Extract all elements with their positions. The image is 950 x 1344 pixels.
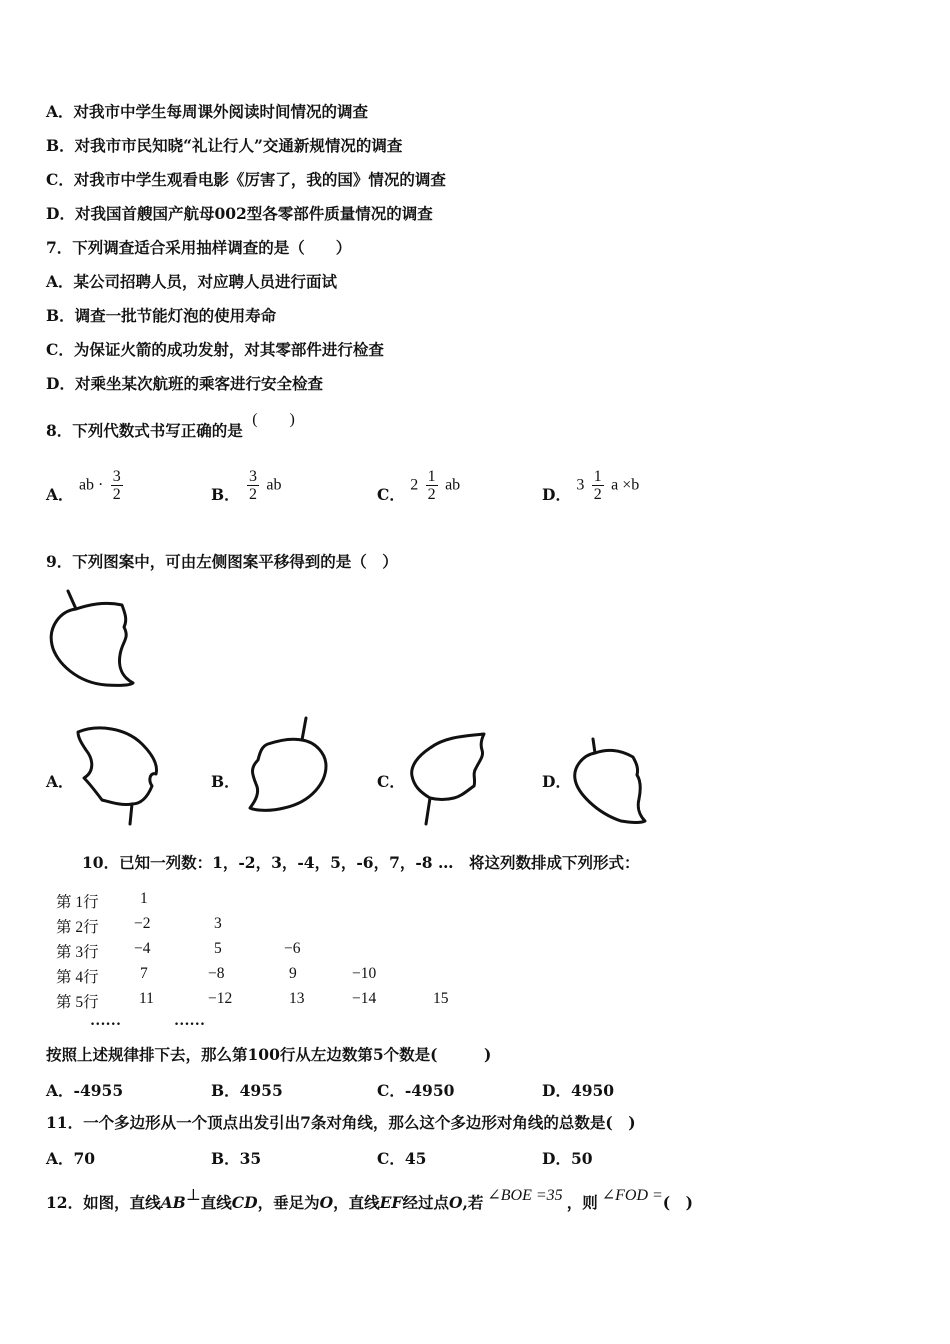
q8c-den: 2 [427, 486, 436, 503]
q9-option-b-leaf [240, 712, 340, 822]
q8c-pre: 2 [410, 476, 419, 494]
q8-option-c [377, 468, 460, 503]
table-cell: −12 [208, 990, 233, 1007]
q10-question: 按照上述规律排下去，那么第100行从左边数第5个数是( ) [46, 1045, 492, 1064]
q6-option-c: C．对我市中学生观看电影《厉害了，我的国》情况的调查 [46, 170, 446, 189]
q9-option-d-label: D． [542, 772, 571, 791]
table-cell: −2 [134, 915, 151, 932]
table-cell: −6 [284, 940, 301, 957]
q8d-post: a ×b [611, 476, 640, 494]
table-cell: −8 [208, 965, 225, 982]
q8b-den: 2 [249, 486, 258, 503]
table-cell: −14 [352, 990, 377, 1007]
q8a-num: 3 [112, 468, 121, 485]
q6-option-d: D．对我国首艘国产航母002型各零部件质量情况的调查 [46, 204, 433, 223]
q11-option-c: C．45 [377, 1149, 427, 1168]
q12-part-4: ，直线 [333, 1193, 380, 1212]
q8b-post: ab [266, 476, 282, 494]
q12-part-5: 经过点 [402, 1193, 449, 1212]
q8c-post: ab [445, 476, 461, 494]
table-cell: 7 [140, 965, 148, 982]
ellipsis-2: …… [174, 1012, 205, 1029]
q12-perp: ⊥ [185, 1187, 201, 1204]
q8a-label: A． [46, 484, 74, 504]
q8-option-b [211, 468, 282, 503]
q12-o2: O [448, 1193, 463, 1212]
q8a-den: 2 [112, 486, 121, 503]
q8-option-d [542, 468, 639, 503]
q8b-num: 3 [249, 468, 258, 485]
table-cell: 11 [139, 990, 154, 1007]
q9-option-c-leaf [400, 730, 500, 830]
q8b-label: B． [211, 484, 240, 504]
q8d-den: 2 [593, 486, 602, 503]
table-cell: −4 [134, 940, 151, 957]
q10-option-c: C．-4950 [377, 1081, 455, 1100]
q8b-fraction [247, 468, 259, 503]
q10-option-a: A．-4955 [46, 1081, 124, 1100]
q10-option-d: D．4950 [542, 1081, 615, 1100]
q12-o: O [319, 1193, 334, 1212]
q8d-num: 1 [593, 468, 602, 485]
q7-option-d: D．对乘坐某次航班的乘客进行安全检查 [46, 374, 323, 393]
q12-part-8: ( ) [662, 1193, 693, 1212]
q10-option-b: B．4955 [211, 1081, 283, 1100]
q12-part-7: ，则 [566, 1193, 598, 1212]
row-label-2: 第 2行 [56, 919, 99, 936]
q8-stem-text: 8．下列代数式书写正确的是 [46, 421, 243, 440]
q12-part-6: ,若 [462, 1193, 484, 1212]
q8a-pre: ab · [78, 476, 104, 494]
q8-option-a [46, 468, 125, 503]
q9-option-a-leaf [70, 722, 170, 832]
table-cell: 13 [289, 990, 305, 1007]
q6-option-a: A．对我市中学生每周课外阅读时间情况的调查 [46, 102, 369, 121]
table-cell: 15 [433, 990, 449, 1007]
q8c-num: 1 [427, 468, 436, 485]
q9-option-d-leaf [565, 735, 655, 830]
q8c-fraction [426, 468, 438, 503]
q12-angle-fod: ∠FOD = [601, 1187, 663, 1204]
q8-stem [46, 411, 295, 442]
q7-stem: 7．下列调查适合采用抽样调查的是（ ） [46, 238, 352, 257]
q9-option-b-label: B． [211, 772, 240, 791]
q8d-pre: 3 [576, 476, 585, 494]
q9-option-c-label: C． [377, 772, 405, 791]
q6-option-b: B．对我市市民知晓“礼让行人”交通新规情况的调查 [46, 136, 403, 155]
q12-stem [46, 1187, 693, 1214]
q7-option-c: C．为保证火箭的成功发射，对其零部件进行检查 [46, 340, 384, 359]
q7-option-a: A．某公司招聘人员，对应聘人员进行面试 [46, 272, 338, 291]
row-label-4: 第 4行 [56, 969, 99, 986]
q12-ef: EF [379, 1193, 403, 1212]
table-cell: −10 [352, 965, 377, 982]
q8d-label: D． [542, 484, 571, 504]
q10-stem: 10．已知一列数：1，-2，3，-4，5，-6，7，-8 … 将这列数排成下列形式： [82, 853, 640, 872]
q8c-label: C． [377, 484, 405, 504]
q12-cd: CD [231, 1193, 258, 1212]
q9-reference-leaf [40, 585, 150, 695]
q12-part-1: 12．如图，直线 [46, 1193, 161, 1212]
q9-stem: 9．下列图案中，可由左侧图案平移得到的是（ ） [46, 552, 398, 571]
q11-option-d: D．50 [542, 1149, 593, 1168]
table-cell: 3 [214, 915, 222, 932]
q12-part-2: 直线 [200, 1193, 232, 1212]
row-label-1: 第 1行 [56, 894, 99, 911]
q12-angle-boe: ∠BOE =35 [487, 1187, 563, 1204]
row-label-5: 第 5行 [56, 994, 99, 1011]
q11-stem: 11．一个多边形从一个顶点出发引出7条对角线，那么这个多边形对角线的总数是( ) [46, 1113, 636, 1132]
table-cell: 9 [289, 965, 297, 982]
ellipsis-1: …… [90, 1012, 121, 1029]
q9-option-a-label: A． [46, 772, 74, 791]
table-cell: 5 [214, 940, 222, 957]
row-label-3: 第 3行 [56, 944, 99, 961]
q8a-fraction [111, 468, 123, 503]
q12-part-3: ，垂足为 [257, 1193, 320, 1212]
q8-paren: ( ) [252, 411, 295, 428]
q12-ab: AB [160, 1193, 186, 1212]
q11-option-a: A．70 [46, 1149, 96, 1168]
table-cell: 1 [140, 890, 148, 907]
q11-option-b: B．35 [211, 1149, 262, 1168]
q8d-fraction [592, 468, 604, 503]
q7-option-b: B．调查一批节能灯泡的使用寿命 [46, 306, 277, 325]
